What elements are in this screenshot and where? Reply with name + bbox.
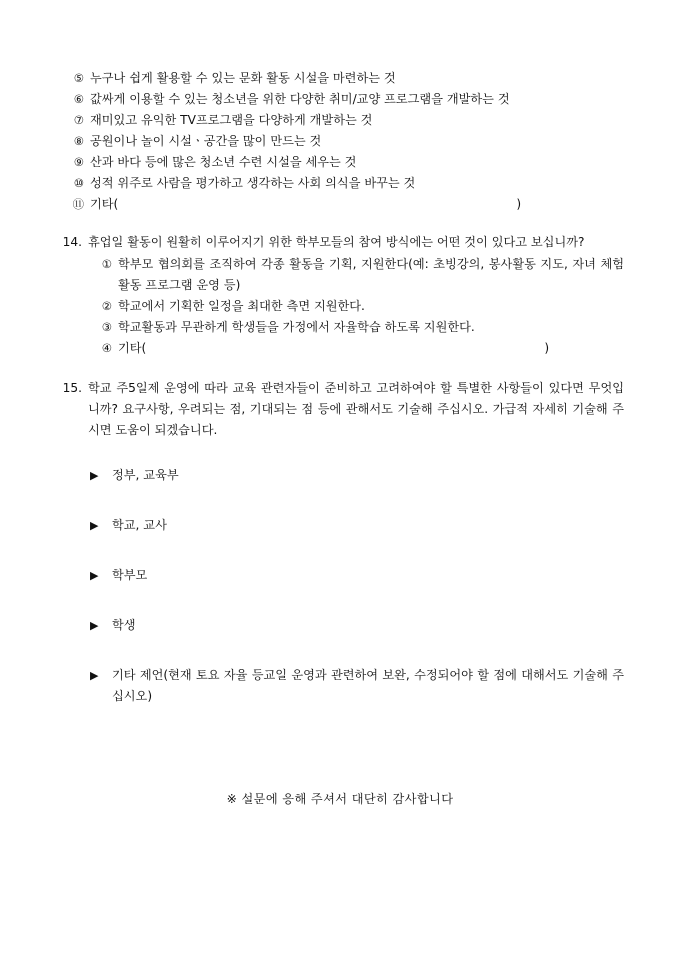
option-marker: ① [101,257,112,271]
option-label: 성적 위주로 사람을 평가하고 생각하는 사회 의식을 바꾸는 것 [90,176,416,190]
option-other-close: ) [516,197,522,211]
footer-thanks-note: ※ 설문에 응해 주셔서 대단히 감사합니다 [226,792,454,806]
option-label: 학교활동과 무관하게 학생들을 가정에서 자율학습 하도록 지원한다. [118,320,475,334]
option-item [62,68,624,89]
continued-options-list [62,68,624,215]
triangle-bullet-icon: ▶ [90,519,99,532]
option-marker: ③ [101,320,112,334]
answer-item-student[interactable] [90,615,624,636]
page-content [62,68,624,707]
option-marker: ⑥ [73,92,84,106]
option-label: 산과 바다 등에 많은 청소년 수련 시설을 세우는 것 [90,155,357,169]
option-label: 학교에서 기획한 일정을 최대한 측면 지원한다. [118,299,365,313]
answer-item-label: 정부, 교육부 [112,468,179,482]
answer-item-label: 기타 제언(현재 토요 자율 등교일 운영과 관련하여 보완, 수정되어야 할 점에 대해서도 기술해 주십시오) [112,668,624,703]
option-item-other [62,194,624,215]
question-14-number: 14. [62,235,82,249]
option-label: 누구나 쉽게 활용할 수 있는 문화 활동 시설을 마련하는 것 [90,71,396,85]
option-item [62,131,624,152]
triangle-bullet-icon: ▶ [90,469,99,482]
question-14-header [62,232,624,253]
question-15-header [62,378,624,441]
option-label: 기타( [90,197,119,211]
answer-item-label: 학교, 교사 [112,518,167,532]
question-15-number: 15. [62,381,82,395]
option-item [62,173,624,194]
question-15-text: 학교 주5일제 운영에 따라 교육 관련자들이 준비하고 고려하여야 할 특별한 사항들이 있다면 무엇입니까? 요구사항, 우려되는 점, 기대되는 점 등에 관해서도 기술해 주십시오. 가급적 자세히 기술해 주시면 도움이 되겠습니다. [88,381,624,437]
option-item [62,89,624,110]
option-item [62,152,624,173]
question-15 [62,378,624,707]
option-other-blank[interactable] [146,338,544,359]
question-14 [62,232,624,359]
triangle-bullet-icon: ▶ [90,669,99,682]
option-item [94,254,624,296]
option-item [62,110,624,131]
question-15-answer-list [62,465,624,707]
option-marker: ⑦ [73,113,84,127]
answer-item-other-suggestion[interactable] [90,665,624,707]
option-item [94,296,624,317]
triangle-bullet-icon: ▶ [90,619,99,632]
answer-item-label: 학부모 [112,568,148,582]
option-other-blank[interactable] [118,194,516,215]
option-item-other [94,338,624,359]
option-marker: ④ [101,341,112,355]
option-marker: ⑪ [72,197,84,211]
question-14-text: 휴업일 활동이 원활히 이루어지기 위한 학부모들의 참여 방식에는 어떤 것이 있다고 보십니까? [88,235,585,249]
option-other-close: ) [544,341,550,355]
answer-item-label: 학생 [112,618,136,632]
option-marker: ⑩ [73,176,84,190]
answer-item-school-teacher[interactable] [90,515,624,536]
option-marker: ⑧ [73,134,84,148]
option-marker: ② [101,299,112,313]
question-14-options [62,254,624,359]
answer-item-government[interactable] [90,465,624,486]
option-label: 공원이나 놀이 시설ㆍ공간을 많이 만드는 것 [90,134,322,148]
option-marker: ⑤ [73,71,84,85]
answer-item-parent[interactable] [90,565,624,586]
option-label: 학부모 협의회를 조직하여 각종 활동을 기획, 지원한다(예: 초빙강의, 봉사활동 지도, 자녀 체험 활동 프로그램 운영 등) [118,257,624,292]
option-label: 재미있고 유익한 TV프로그램을 다양하게 개발하는 것 [90,113,373,127]
option-label: 기타( [118,341,147,355]
triangle-bullet-icon: ▶ [90,569,99,582]
option-label: 값싸게 이용할 수 있는 청소년을 위한 다양한 취미/교양 프로그램을 개발하는 것 [90,92,510,106]
option-item [94,317,624,338]
option-marker: ⑨ [73,155,84,169]
